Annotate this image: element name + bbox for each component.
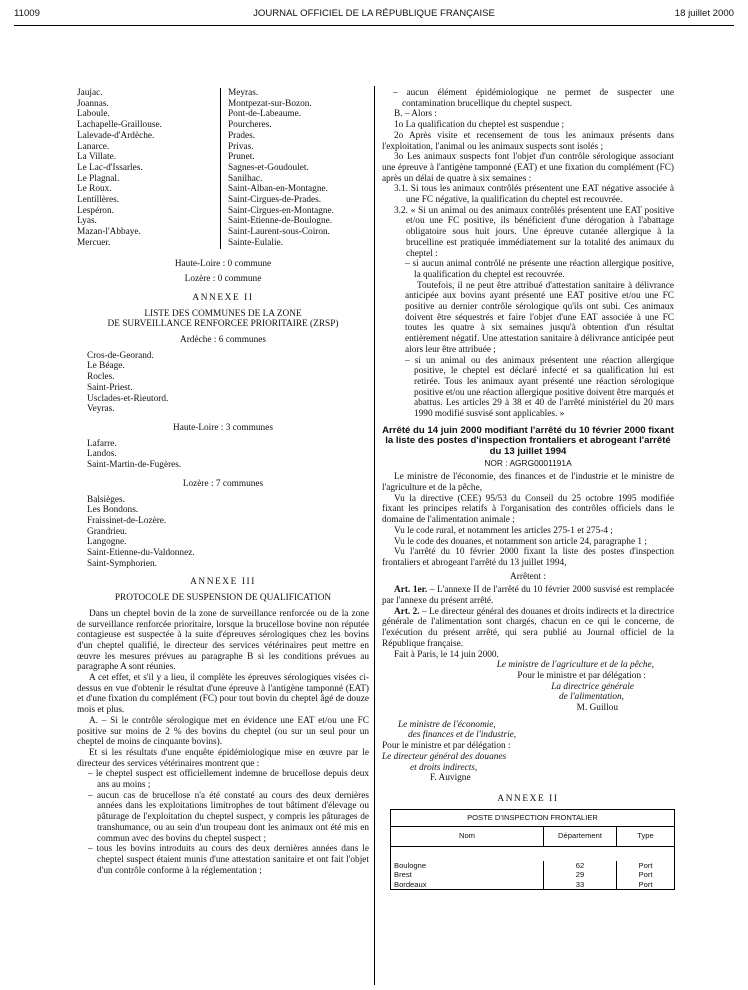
article-2-label: Art. 2.: [394, 606, 420, 617]
commune-item: Joannas.: [77, 98, 109, 109]
condition-1: – le cheptel suspect est officiellement indemne de brucellose depuis deux ans au moins ;: [88, 769, 369, 791]
commune-item: Lafarre.: [87, 438, 117, 449]
table-header-row: [391, 827, 674, 847]
commune-item: Sainte-Eulalie.: [228, 237, 283, 248]
publication-date: 18 juillet 2000: [674, 8, 734, 19]
col-header-departement: Département: [543, 827, 616, 846]
annexe-iii-title: ANNEXE III: [190, 577, 256, 588]
nor-reference: NOR : AGRG0001191A: [484, 457, 572, 468]
paragraph-3: A. – Si le contrôle sérologique met en évidence une EAT et/ou une FC positive sur moins de 2 % des bovins du cheptel (ou sur un seul pour un cheptel de moins de cinquante bovins).: [77, 715, 369, 748]
commune-list-col2: [221, 88, 334, 249]
sub-3-2-c: – si un animal ou des animaux présentent une réaction allergique positive, le cheptel est déclaré infecté et sa qualification lui est retirée. Tous les animaux ayant présenté une réaction sérologique positive et/ou une réaction allergique positive doivent être marqués et abattus. Les articles 29 à 38 et 40 de l'arrêté ministériel du 20 mars 1990 modifié susvisé sont applicables. »: [405, 355, 674, 420]
commune-list-ardeche-6: [77, 351, 369, 415]
commune-item: Prades.: [228, 130, 256, 141]
commune-item: La Villate.: [77, 152, 117, 163]
vu-1: Vu la directive (CEE) 95/53 du Conseil du 25 octobre 1995 modifiée fixant les principes relatifs à l'organisation des contrôles officiels dans le domaine de l'alimentation animale ;: [382, 493, 674, 526]
annexe-ii-subtitle-2: DE SURVEILLANCE RENFORCEE PRIORITAIRE (ZRSP): [107, 319, 339, 330]
cell-nom: Bordeaux: [394, 879, 427, 889]
commune-item: Pourcheres.: [228, 120, 272, 131]
inspection-posts-table: [390, 809, 675, 891]
annexe-ii-title: ANNEXE II: [192, 292, 254, 303]
article-1: [382, 585, 674, 606]
b-alors: B. – Alors :: [394, 109, 437, 120]
commune-item: Saint-Etienne-du-Valdonnez.: [87, 548, 195, 559]
commune-item: Grandrieu.: [87, 526, 128, 537]
commune-item: Sanilhac.: [228, 173, 263, 184]
article-2: [382, 607, 674, 650]
article-2-text: – Le directeur général des douanes et droits indirects et la directrice générale de l'alimentation sont chargés, chacun en ce qui le concerne, de l'exécution du présent arrêté, qui sera publié au Journal officiel de la République française.: [382, 606, 674, 649]
signature-2-line-1: Le ministre de l'économie,: [398, 719, 496, 730]
cell-type: Port: [616, 870, 674, 879]
commune-item: Lentillères.: [77, 195, 120, 206]
cell-nom: Boulogne: [394, 861, 427, 871]
commune-item: Le Plagnal.: [77, 173, 120, 184]
commune-item: Saint-Priest.: [87, 382, 133, 393]
commune-list-col1: [77, 88, 221, 249]
commune-item: Usclades-et-Rieutord.: [87, 393, 169, 404]
col-header-nom: Nom: [458, 831, 476, 841]
commune-item: Meyras.: [228, 88, 259, 98]
commune-item: Saint-Cirgues-en-Montagne.: [228, 205, 334, 216]
signature-1-line-4: de l'alimentation,: [559, 692, 624, 703]
commune-item: Saint-Etienne-de-Boulogne.: [228, 216, 333, 227]
paragraph-1: Dans un cheptel bovin de la zone de surveillance renforcée ou de la zone de surveillance renforcée prioritaire, lorsque la brucellose bovine non réputée contagieuse est suspectée à la suite d'épreuves sérologiques chez les bovins d'un cheptel qualifié, le directeur des services vétérinaires peut mettre en œuvre les mesures prévues au paragraphe B si les conditions prévues au paragraphe A sont réunies.: [77, 608, 369, 673]
commune-item: Cros-de-Georand.: [87, 350, 154, 361]
commune-item: Saint-Alban-en-Montagne.: [228, 184, 328, 195]
article-1-text: – L'annexe II de l'arrêté du 10 février 2000 susvisé est remplacée par l'annexe du présent arrêté.: [382, 585, 674, 607]
commune-item: Saint-Martin-de-Fugères.: [87, 460, 182, 471]
cell-nom: Brest: [394, 870, 412, 880]
table-row: [391, 880, 674, 889]
commune-list-ardeche: [77, 88, 369, 249]
signature-2-line-5: et droits indirects,: [410, 762, 478, 773]
cell-departement: 33: [543, 880, 616, 889]
signature-2-name: F. Auvigne: [430, 773, 471, 784]
commune-item: Sagnes-et-Goudoulet.: [228, 162, 309, 173]
table-row: [391, 870, 674, 879]
measure-3: 3o Les animaux suspects font l'objet d'un contrôle sérologique associant une épreuve à l'antigène tamponné (EAT) et une fixation du complément (FC) après un délai de quatre à six semaines :: [382, 152, 674, 184]
cell-departement: 29: [543, 870, 616, 879]
commune-item: Lalevade-d'Ardèche.: [77, 130, 155, 141]
vu-4: Vu l'arrêté du 10 février 2000 fixant la liste des postes d'inspection frontaliers et abrogeant l'arrêté du 13 juillet 1994,: [382, 547, 674, 568]
signature-2-line-3: Pour le ministre et par délégation :: [382, 741, 511, 752]
commune-item: Langogne.: [87, 537, 127, 548]
heading-haute-loire: Haute-Loire : 0 commune: [174, 258, 272, 269]
annexe-iii-subtitle: PROTOCOLE DE SUSPENSION DE QUALIFICATION: [114, 593, 332, 604]
commune-list-haute-loire-3: [77, 439, 369, 471]
sub-3-2: 3.2. « Si un animal ou des animaux contrôlés présentent une EAT positive et/ou une FC positive, ils bénéficient d'une dérogation à l'abattage obligatoire sous huit jours. Une épreuve cutanée allergique à la brucelline est pratiquée immédiatement sur la totalité des animaux du cheptel :: [394, 205, 674, 259]
annexe-ii-subtitle-1: LISTE DES COMMUNES DE LA ZONE: [144, 308, 302, 319]
measure-1: 1o La qualification du cheptel est suspendue ;: [394, 120, 565, 131]
commune-item: Rocles.: [87, 372, 115, 383]
col-header-type: Type: [616, 827, 674, 846]
commune-item: Prunet.: [228, 152, 255, 163]
commune-item: Mazan-l'Abbaye.: [77, 227, 141, 238]
table-title: POSTE D'INSPECTION FRONTALIER: [391, 810, 674, 828]
signature-1-name: M. Guillou: [576, 703, 618, 714]
signature-1-line-1: Le ministre de l'agriculture et de la pêche,: [496, 660, 654, 671]
journal-title: JOURNAL OFFICIEL DE LA RÉPUBLIQUE FRANÇAISE: [253, 8, 495, 19]
sub-3-1: 3.1. Si tous les animaux contrôlés présentent une EAT négative associée à une FC négative, la qualification du cheptel est recouvrée.: [394, 184, 674, 206]
annexe-ii-table-title: ANNEXE II: [497, 793, 559, 804]
signature-1-line-2: Pour le ministre et par délégation :: [517, 670, 646, 681]
condition-3: – tous les bovins introduits au cours des deux dernières années dans le cheptel suspect étaient munis d'une attestation sanitaire et ont fait l'objet d'un contrôle conforme à la réglementation ;: [88, 844, 369, 876]
column-divider: [374, 86, 375, 985]
condition-2: – aucun cas de brucellose n'a été constaté au cours des deux dernières années dans les exploitations limitrophes de tout bâtiment d'élevage ou pâturage de l'exploitation du cheptel suspect, y compris les pâturages de transhumance, ou au sein d'un troupeau dont les animaux ont été mis en commun avec des bovins du cheptel suspect ;: [88, 790, 369, 844]
cell-type: Port: [616, 880, 674, 889]
heading-lozere-7: Lozère : 7 communes: [182, 478, 264, 489]
commune-item: Balsièges.: [87, 494, 125, 505]
commune-item: Pont-de-Labeaume.: [228, 109, 302, 120]
sub-3-2-b: Toutefois, il ne peut être attribué d'attestation sanitaire à délivrance anticipée aux bovins ayant présenté une EAT positive et/ou une FC positive au dernier contrôle sérologique qu'ils ont subi. Ces animaux doivent être séquestrés et faire l'objet d'une EAT associée à une FC toutes les quatre à six semaines jusqu'à obtention d'un résultat entièrement négatif. Une attestation sanitaire à délivrance anticipée peut alors leur être attribuée ;: [405, 280, 674, 355]
commune-item: Le Lac-d'Issarles.: [77, 162, 143, 173]
table-row: [391, 861, 674, 870]
commune-item: Lespéron.: [77, 205, 114, 216]
signature-2-line-2: des finances et de l'industrie,: [408, 730, 517, 741]
vu-3: Vu le code des douanes, et notamment son article 24, paragraphe 1 ;: [394, 536, 647, 547]
commune-item: Saint-Cirgues-de-Prades.: [228, 195, 322, 206]
signature-block-2: [382, 720, 674, 784]
commune-item: Veyras.: [87, 404, 115, 415]
commune-item: Jaujac.: [77, 88, 103, 98]
commune-item: Lanarce.: [77, 141, 110, 152]
commune-item: Fraissinet-de-Lozère.: [87, 515, 167, 526]
arretent: Arrêtent :: [510, 571, 546, 582]
commune-item: Montpezat-sur-Bozon.: [228, 98, 312, 109]
commune-list-lozere-7: [77, 495, 369, 570]
commune-item: Mercuer.: [77, 237, 111, 248]
signature-block-1: [382, 660, 674, 714]
header-rule: [14, 25, 734, 26]
commune-item: Les Bondons.: [87, 505, 139, 516]
commune-item: Privas.: [228, 141, 254, 152]
commune-item: Saint-Laurent-sous-Coiron.: [228, 227, 330, 238]
commune-item: Saint-Symphorien.: [87, 558, 157, 569]
vu-2: Vu le code rural, et notamment les articles 275-1 et 275-4 ;: [394, 525, 613, 536]
condition-4: – aucun élément épidémiologique ne permet de suspecter une contamination brucellique du cheptel suspect.: [393, 88, 674, 109]
commune-item: Le Béage.: [87, 361, 125, 372]
commune-item: Lyas.: [77, 216, 97, 227]
sub-3-2-a: – si aucun animal contrôlé ne présente une réaction allergique positive, la qualification du cheptel est recouvrée.: [405, 259, 674, 280]
commune-item: Laboule.: [77, 109, 110, 120]
signature-1-line-3: La directrice générale: [551, 681, 634, 692]
table-body: [391, 847, 674, 889]
cell-departement: 62: [543, 861, 616, 870]
heading-ardeche-6: Ardèche : 6 communes: [180, 335, 266, 346]
fait-a-paris: Fait à Paris, le 14 juin 2000.: [394, 649, 499, 660]
cell-type: Port: [616, 861, 674, 870]
right-column: [382, 88, 674, 890]
left-column: [77, 88, 369, 876]
arrete-title: Arrêté du 14 juin 2000 modifiant l'arrêté du 10 février 2000 fixant la liste des postes d'inspection frontaliers et abrogeant l'arrêté du 13 juillet 1994: [382, 424, 674, 457]
signature-2-line-4: Le directeur général des douanes: [382, 751, 507, 762]
article-1-label: Art. 1er.: [394, 585, 428, 596]
commune-item: Landos.: [87, 449, 117, 460]
paragraph-4: Et si les résultats d'une enquête épidémiologique mise en œuvre par le directeur des services vétérinaires montrent que :: [77, 747, 369, 769]
page-number: 11009: [14, 8, 40, 19]
measure-2: 2o Après visite et recensement de tous les animaux présents dans l'exploitation, l'animal ou les animaux suspects sont isolés ;: [382, 130, 674, 152]
commune-item: Lachapelle-Graillouse.: [77, 120, 162, 131]
intro: Le ministre de l'économie, des finances et de l'industrie et le ministre de l'agriculture et de la pêche,: [382, 472, 674, 493]
paragraph-2: A cet effet, et s'il y a lieu, il complète les épreuves sérologiques visées ci-dessus en vue d'obtenir le résultat d'une épreuve à l'antigène tamponné (EAT) et d'une fixation du complément (FC) pour tout bovin du cheptel âgé de douze mois et plus.: [77, 673, 369, 716]
page-header: [14, 8, 734, 22]
heading-haute-loire-3: Haute-Loire : 3 communes: [173, 422, 273, 433]
commune-item: Le Roux.: [77, 184, 112, 195]
heading-lozere: Lozère : 0 commune: [184, 274, 262, 285]
